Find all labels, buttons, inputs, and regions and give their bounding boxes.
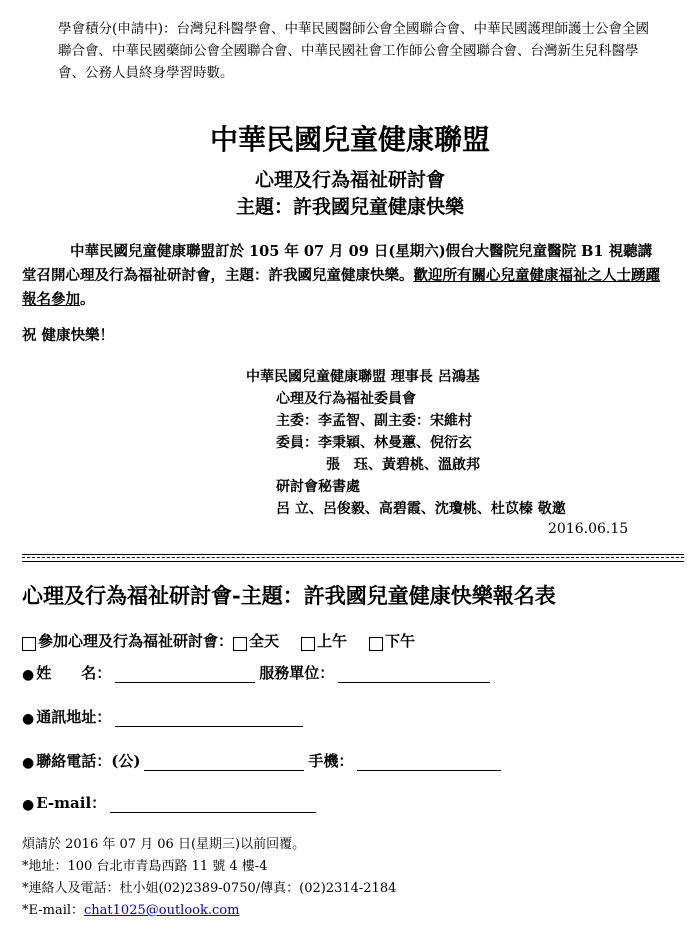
org-title: 中華民國兒童健康聯盟 <box>209 123 490 156</box>
sig-members: 委員：李秉穎、林曼蕙、倪衍玄 <box>276 435 472 451</box>
full-day-label: 全天 <box>249 632 280 650</box>
name-label: 姓 名： <box>36 664 112 682</box>
reply-deadline: 煩請於 2016 年 07 月 06 日(星期三)以前回覆。 <box>22 837 306 852</box>
address-label: 通訊地址： <box>36 708 112 726</box>
sig-secretariat: 研討會秘書處 <box>276 479 360 495</box>
contact-phone: *連絡人及電話：杜小姐(02)2389-0750/傳真：(02)2314-2184 <box>22 881 397 896</box>
phone-field[interactable] <box>144 754 304 771</box>
sig-staff: 呂 立、呂俊毅、高碧霞、沈瓊桃、杜苡榛 敬邀 <box>276 501 566 517</box>
afternoon-checkbox[interactable] <box>369 637 383 651</box>
address-field[interactable] <box>115 710 303 727</box>
bullet-icon: ● <box>22 667 35 683</box>
contact-email-label: *E-mail： <box>22 903 85 918</box>
intro-invite: 歡迎所有關心兒童健康福祉之人士踴躍報名參加 <box>22 267 660 308</box>
name-field[interactable] <box>115 666 255 683</box>
theme-title: 主題：許我國兒童健康快樂 <box>235 196 464 218</box>
full-day-checkbox[interactable] <box>233 637 247 651</box>
phone-row <box>22 750 505 771</box>
attend-checkbox[interactable] <box>22 637 36 651</box>
sig-members-cont: 張 珏、黃碧桃、溫啟邦 <box>326 457 480 473</box>
sig-chairman: 中華民國兒童健康聯盟 理事長 呂鴻基 <box>246 369 480 385</box>
form-title: 心理及行為福祉研討會-主題：許我國兒童健康快樂報名表 <box>22 583 556 608</box>
phone-label: 聯絡電話：(公) <box>36 752 141 770</box>
mobile-field[interactable] <box>357 754 501 771</box>
address-row <box>22 706 307 727</box>
mobile-label: 手機： <box>308 752 354 770</box>
sig-committee: 心理及行為福祉委員會 <box>276 391 416 407</box>
unit-label: 服務單位： <box>259 664 335 682</box>
event-title: 心理及行為福祉研討會 <box>254 169 445 191</box>
unit-field[interactable] <box>338 666 490 683</box>
attend-row <box>22 630 415 651</box>
morning-checkbox[interactable] <box>301 637 315 651</box>
intro-text: 中華民國兒童健康聯盟訂於 105 年 07 月 09 日(星期六)假台大醫院兒童醫院 B1 視聽講堂召開心理及行為福祉研討會，主題：許我國兒童健康快樂。 <box>22 243 653 284</box>
afternoon-label: 下午 <box>385 632 416 650</box>
contact-email-row <box>22 900 239 922</box>
email-row <box>22 792 320 813</box>
bullet-icon: ● <box>22 755 35 771</box>
divider <box>22 554 684 562</box>
contact-address: *地址：100 台北市青島西路 11 號 4 樓-4 <box>22 859 268 874</box>
email-field[interactable] <box>110 796 316 813</box>
sig-chair: 主委：李孟智、副主委：宋維村 <box>276 413 472 429</box>
bullet-icon: ● <box>22 711 35 727</box>
bullet-icon: ● <box>22 797 35 813</box>
sig-date: 2016.06.15 <box>548 521 629 537</box>
email-label: E-mail： <box>36 794 107 812</box>
credit-notice: 學會積分(申請中)：台灣兒科醫學會、中華民國醫師公會全國聯合會、中華民國護理師護士公會全國聯合會、中華民國藥師公會全國聯合會、中華民國社會工作師公會全國聯合會、台灣新生兒科醫學會、公務人員終身學習時數。 <box>58 21 650 81</box>
divider-inner <box>22 557 684 558</box>
attend-label: 參加心理及行為福祉研討會： <box>38 632 234 650</box>
morning-label: 上午 <box>317 632 348 650</box>
blessing: 祝 健康快樂！ <box>22 327 115 344</box>
contact-email-link[interactable]: chat1025@outlook.com <box>84 903 240 918</box>
name-row <box>22 662 494 683</box>
intro-paragraph: 中華民國兒童健康聯盟訂於 105 年 07 月 09 日(星期六)假台大醫院兒童醫院 B1 視聽講堂召開心理及行為福祉研討會，主題：許我國兒童健康快樂。歡迎所有關心兒童健康福祉之人士踴躍報名參加。 <box>22 243 660 308</box>
